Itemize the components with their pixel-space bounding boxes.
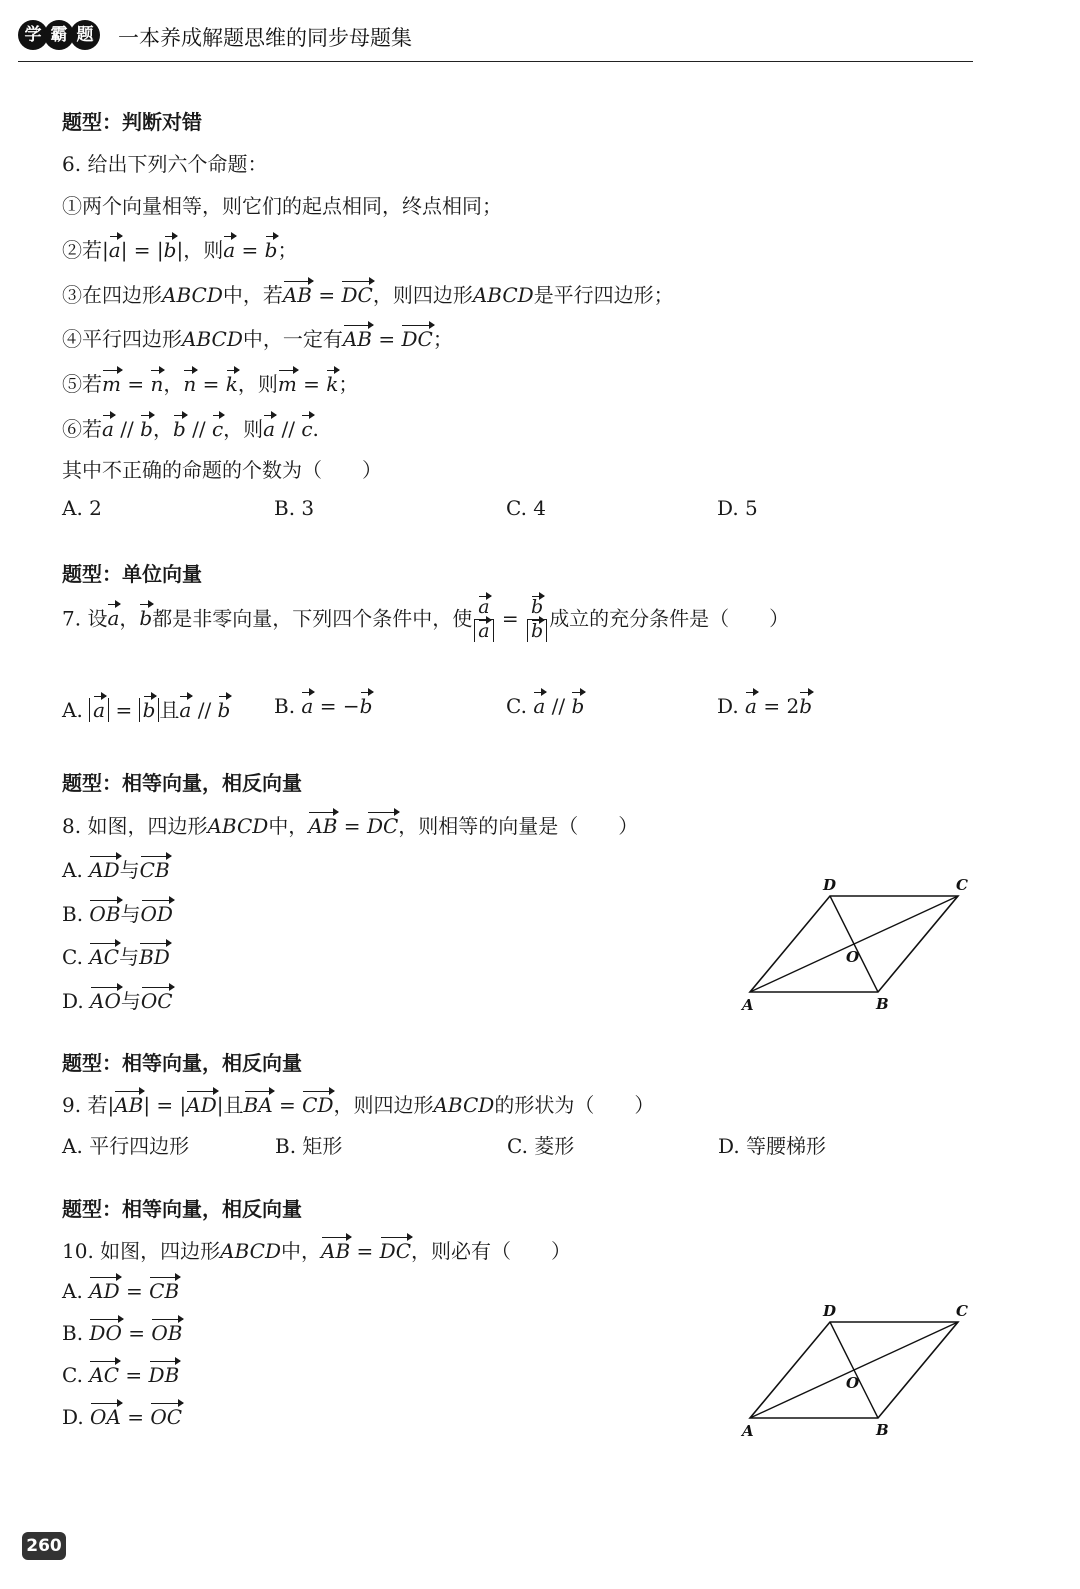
choice-c: C. AC = DB	[62, 1363, 180, 1387]
choice-c: C. AC与BD	[62, 945, 170, 969]
choice-b: B. 矩形	[275, 1134, 343, 1158]
section-heading: 题型：相等向量，相反向量	[62, 1051, 302, 1075]
book-logo	[18, 20, 96, 50]
choice-d: D. 等腰梯形	[718, 1134, 827, 1158]
choice-d: D. 5	[717, 496, 758, 520]
question-8-stem: 8. 如图，四边形ABCD中，AB = DC，则相等的向量是（ ）	[62, 814, 639, 838]
choice-a: A. 平行四边形	[62, 1134, 190, 1158]
question-9-stem: 9. 若|AB| = |AD|且BA = CD，则四边形ABCD的形状为（ ）	[62, 1093, 655, 1117]
vertex-label-a: A	[742, 1422, 754, 1440]
logo-char: 题	[70, 20, 100, 50]
proposition-4: ④平行四边形ABCD中，一定有AB = DC；	[62, 327, 453, 351]
header-divider	[18, 61, 973, 62]
choice-d: D. a = 2b	[717, 694, 812, 718]
choice-a: A. AD = CB	[62, 1279, 180, 1303]
section-heading: 题型：单位向量	[62, 562, 202, 586]
proposition-6: ⑥若a // b，b // c，则a // c.	[62, 417, 319, 441]
proposition-5: ⑤若m = n，n = k，则m = k；	[62, 372, 359, 396]
question-7-stem: 7. 设a，b都是非零向量，下列四个条件中，使 $\frac{a}{a}$ = $\frac{b}{b}$ 成立的充分条件是（ ）	[62, 596, 790, 642]
choice-b: B. OB与OD	[62, 902, 173, 926]
book-title: 一本养成解题思维的同步母题集	[118, 26, 412, 50]
parallelogram-figure	[730, 872, 980, 1017]
choice-b: B. 3	[274, 496, 315, 520]
proposition-1: ①两个向量相等，则它们的起点相同，终点相同；	[62, 194, 502, 218]
fraction: $\frac{a}{a}$	[474, 598, 493, 642]
logo-char: 学	[18, 20, 48, 50]
choice-d: D. AO与OC	[62, 989, 173, 1013]
vertex-label-d: D	[823, 876, 837, 894]
vertex-label-b: B	[876, 1421, 889, 1439]
vertex-label-o: O	[846, 948, 860, 966]
question-10-stem: 10. 如图，四边形ABCD中，AB = DC，则必有（ ）	[62, 1239, 571, 1263]
fraction: $\frac{b}{b}$	[527, 598, 547, 642]
proposition-3: ③在四边形ABCD中，若AB = DC，则四边形ABCD是平行四边形；	[62, 283, 674, 307]
choice-c: C. 4	[506, 496, 547, 520]
choice-a: A. AD与CB	[62, 858, 170, 882]
section-heading: 题型：相等向量，相反向量	[62, 1197, 302, 1221]
choice-a: A. a = b 且a // b	[62, 698, 231, 722]
proposition-2: ②若|a| = |b|，则a = b；	[62, 238, 298, 262]
choice-d: D. OA = OC	[62, 1405, 183, 1429]
vertex-label-c: C	[956, 1302, 968, 1320]
vertex-label-c: C	[956, 876, 968, 894]
question-6-ask: 其中不正确的命题的个数为（ ）	[62, 458, 382, 482]
choice-b: B. a = −b	[274, 694, 373, 718]
parallelogram-figure	[730, 1298, 980, 1443]
vertex-label-b: B	[876, 995, 889, 1013]
choice-b: B. DO = OB	[62, 1321, 183, 1345]
choice-c: C. 菱形	[507, 1134, 575, 1158]
section-heading: 题型：相等向量，相反向量	[62, 771, 302, 795]
choice-c: C. a // b	[506, 694, 585, 718]
vertex-label-d: D	[823, 1302, 837, 1320]
choice-a: A. 2	[62, 496, 102, 520]
page-number: 260	[22, 1532, 66, 1560]
vertex-label-a: A	[742, 996, 754, 1014]
question-6-stem: 6. 给出下列六个命题：	[62, 152, 268, 176]
page-header	[18, 14, 973, 62]
section-heading: 题型：判断对错	[62, 110, 202, 134]
logo-char: 霸	[44, 20, 74, 50]
vertex-label-o: O	[846, 1374, 860, 1392]
